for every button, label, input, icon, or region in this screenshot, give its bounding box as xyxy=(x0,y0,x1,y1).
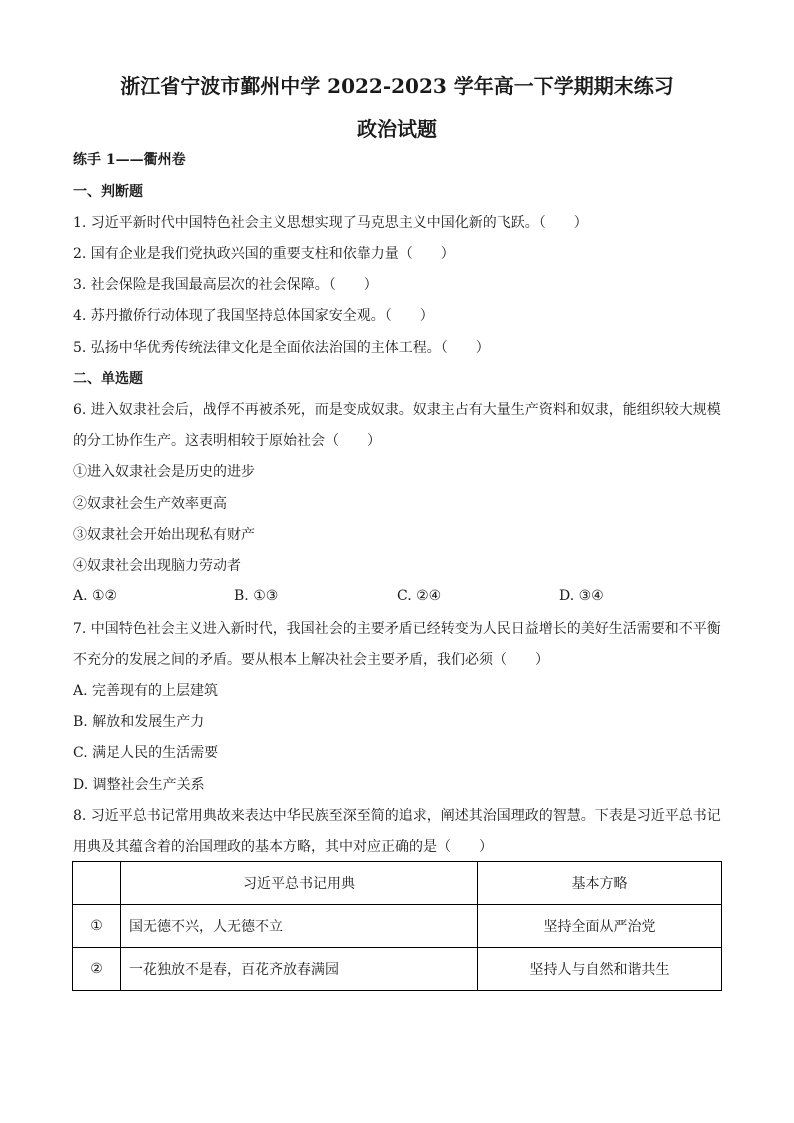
paper-subtitle: 练手 1——衢州卷 xyxy=(73,152,186,168)
judgment-question-3: 3. 社会保险是我国最高层次的社会保障。（ ） xyxy=(73,277,378,293)
table-cell: 国无德不兴，人无德不立 xyxy=(121,905,478,948)
question-6-option-c: C. ②④ xyxy=(397,588,442,604)
question-7-option-c: C. 满足人民的生活需要 xyxy=(73,745,219,761)
question-6-option-a: A. ①② xyxy=(73,588,118,604)
question-6-item-1: ①进入奴隶社会是历史的进步 xyxy=(73,464,255,480)
judgment-question-2: 2. 国有企业是我们党执政兴国的重要支柱和依靠力量（ ） xyxy=(73,246,455,262)
question-7-stem-line-2: 不充分的发展之间的矛盾。要从根本上解决社会主要矛盾，我们必须（ ） xyxy=(73,652,549,668)
table-row xyxy=(73,948,722,991)
document-title: 浙江省宁波市鄞州中学 2022-2023 学年高一下学期期末练习 xyxy=(120,74,674,98)
section-heading-judgment: 一、判断题 xyxy=(73,184,143,200)
question-6-stem-line-2: 的分工协作生产。这表明相较于原始社会（ ） xyxy=(73,433,381,449)
question-6-option-b: B. ①③ xyxy=(234,588,279,604)
table-cell: 坚持人与自然和谐共生 xyxy=(478,948,722,991)
judgment-question-1: 1. 习近平新时代中国特色社会主义思想实现了马克思主义中国化新的飞跃。（ ） xyxy=(73,215,588,231)
table-cell: ① xyxy=(73,905,121,948)
document-subject-title: 政治试题 xyxy=(357,117,437,141)
judgment-question-4: 4. 苏丹撤侨行动体现了我国坚持总体国家安全观。（ ） xyxy=(73,308,434,324)
section-heading-single-choice: 二、单选题 xyxy=(73,371,143,387)
table-header-cell xyxy=(73,862,121,905)
question-7-stem-line-1: 7. 中国特色社会主义进入新时代，我国社会的主要矛盾已经转变为人民日益增长的美好生活需要和不平衡 xyxy=(73,621,721,637)
table-header-cell: 习近平总书记用典 xyxy=(121,862,478,905)
table-cell: ② xyxy=(73,948,121,991)
table-cell: 一花独放不是春，百花齐放春满园 xyxy=(121,948,478,991)
question-7-option-a: A. 完善现有的上层建筑 xyxy=(73,683,219,699)
question-8-table xyxy=(72,861,722,991)
table-cell: 坚持全面从严治党 xyxy=(478,905,722,948)
table-header-row xyxy=(73,862,722,905)
question-6-stem-line-1: 6. 进入奴隶社会后，战俘不再被杀死，而是变成奴隶。奴隶主占有大量生产资料和奴隶，能组织较大规模 xyxy=(73,402,721,418)
table-row xyxy=(73,905,722,948)
question-6-option-d: D. ③④ xyxy=(559,588,604,604)
question-8-stem-line-1: 8. 习近平总书记常用典故来表达中华民族至深至简的追求，阐述其治国理政的智慧。下表是习近平总书记 xyxy=(73,808,721,824)
question-6-item-2: ②奴隶社会生产效率更高 xyxy=(73,496,227,512)
question-7-option-b: B. 解放和发展生产力 xyxy=(73,714,205,730)
question-8-stem-line-2: 用典及其蕴含着的治国理政的基本方略，其中对应正确的是（ ） xyxy=(73,839,493,855)
table-header-cell: 基本方略 xyxy=(478,862,722,905)
question-6-item-4: ④奴隶社会出现脑力劳动者 xyxy=(73,558,241,574)
question-7-option-d: D. 调整社会生产关系 xyxy=(73,777,205,793)
judgment-question-5: 5. 弘扬中华优秀传统法律文化是全面依法治国的主体工程。（ ） xyxy=(73,340,490,356)
question-6-item-3: ③奴隶社会开始出现私有财产 xyxy=(73,527,255,543)
